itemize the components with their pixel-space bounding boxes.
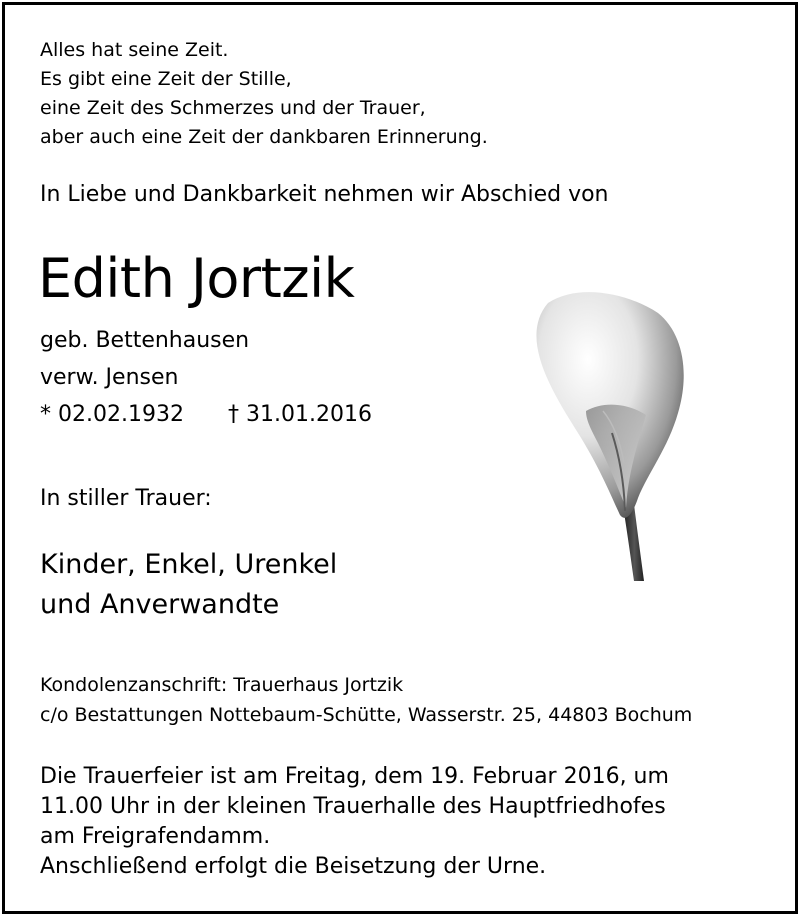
address-line: Kondolenzanschrift: Trauerhaus Jortzik (40, 674, 404, 696)
poem-line: eine Zeit des Schmerzes und der Trauer, (40, 97, 426, 119)
service-info (40, 762, 669, 882)
service-line: Die Trauerfeier ist am Freitag, dem 19. Februar 2016, um (40, 764, 669, 789)
deceased-name: Edith Jortzik (38, 247, 355, 310)
poem-line: Alles hat seine Zeit. (40, 39, 229, 61)
death-date: † 31.01.2016 (228, 402, 372, 427)
calla-lily-icon (508, 283, 698, 583)
farewell-intro: In Liebe und Dankbarkeit nehmen wir Abschied von (40, 182, 609, 207)
family-line: und Anverwandte (40, 589, 280, 620)
mourning-label: In stiller Trauer: (40, 486, 212, 511)
birth-date: * 02.02.1932 (40, 402, 184, 427)
family-mourners (40, 545, 337, 625)
service-line: am Freigrafendamm. (40, 824, 271, 849)
poem-line: Es gibt eine Zeit der Stille, (40, 68, 292, 90)
birth-name: geb. Bettenhausen (40, 328, 250, 353)
address-line: c/o Bestattungen Nottebaum-Schütte, Wasserstr. 25, 44803 Bochum (40, 704, 693, 726)
poem-line: aber auch eine Zeit der dankbaren Erinnerung. (40, 126, 488, 148)
family-line: Kinder, Enkel, Urenkel (40, 549, 338, 580)
condolence-address (40, 670, 692, 730)
poem (40, 36, 488, 152)
life-dates (40, 402, 372, 427)
widowed-name: verw. Jensen (40, 365, 179, 390)
service-line: Anschließend erfolgt die Beisetzung der Urne. (40, 854, 547, 879)
service-line: 11.00 Uhr in der kleinen Trauerhalle des Hauptfriedhofes (40, 794, 666, 819)
